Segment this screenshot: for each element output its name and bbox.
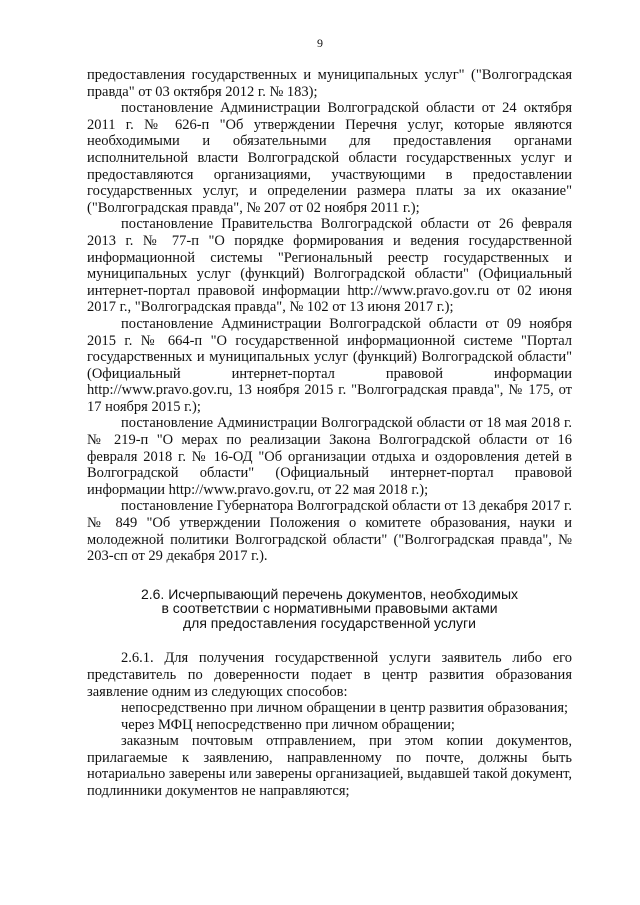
paragraph-resolution-664: постановление Администрации Волгоградской области от 09 ноября 2015 г. № 664-п "О государственной информационной системе "Портал государственных и муниципальных услуг (функций) Волгоградской области" (Официальный интернет-портал правовой информации http://www.pravo.gov.ru, 13 ноября 2015 г. "Волгоградская правда", № 175, от 17 ноября 2015 г.); xyxy=(87,315,572,415)
section-heading-line: 2.6. Исчерпывающий перечень документов, необходимых xyxy=(140,585,519,602)
section-heading-line: в соответствии с нормативными правовыми актами xyxy=(161,600,498,617)
section-heading-line: для предоставления государственной услуги xyxy=(183,614,476,631)
paragraph-resolution-77: постановление Правительства Волгоградской области от 26 февраля 2013 г. № 77-п "О порядке формирования и ведения государственной информационной системы "Региональный реестр государственных и муниципальных услуг (функций) Волгоградской области" (Официальный интернет-портал правовой информации http://www.pravo.gov.ru от 02 июня 2017 г., "Волгоградская правда", № 102 от 13 июня 2017 г.); xyxy=(87,216,572,316)
paragraph-resolution-849: постановление Губернатора Волгоградской области от 13 декабря 2017 г. № 849 "Об утверждении Положения о комитете образования, науки и молодежной политики Волгоградской области" ("Волгоградская правда", № 203-сп от 29 декабря 2017 г.). xyxy=(87,498,572,565)
paragraph-continued: предоставления государственных и муниципальных услуг" ("Волгоградская правда" от 03 октября 2012 г. № 183); xyxy=(87,67,572,100)
paragraph-resolution-626: постановление Администрации Волгоградской области от 24 октября 2011 г. № 626-п "Об утверждении Перечня услуг, которые являются необходимыми и обязательными для предоставления органами исполнительной власти Волгоградской области государственных услуг и предоставляются организациями, участвующими в предоставлении государственных услуг, и определении размера платы за их оказание" ("Волгоградская правда", № 207 от 02 ноября 2011 г.); xyxy=(87,100,572,216)
paragraph-resolution-219: постановление Администрации Волгоградской области от 18 мая 2018 г. № 219-п "О мерах по реализации Закона Волгоградской области от 16 февраля 2018 г. № 16-ОД "Об организации отдыха и оздоровления детей в Волгоградской области" (Официальный интернет-портал правовой информации http://www.pravo.gov.ru, от 22 мая 2018 г.); xyxy=(87,415,572,498)
section-heading xyxy=(87,587,572,631)
paragraph-method-mfc: через МФЦ непосредственно при личном обращении; xyxy=(121,716,455,733)
paragraph-method-mail: заказным почтовым отправлением, при этом копии документов, прилагаемые к заявлению, направленному по почте, должны быть нотариально заверены или заверены организацией, выдавшей такой документ, подлинники документов не направляются; xyxy=(87,733,572,800)
paragraph-method-in-person: непосредственно при личном обращении в центр развития образования; xyxy=(121,700,569,717)
paragraph-2-6-1: 2.6.1. Для получения государственной услуги заявитель либо его представитель по доверенности подает в центр развития образования заявление одним из следующих способов: xyxy=(87,650,572,700)
page-number: 9 xyxy=(317,36,323,50)
document-body xyxy=(87,67,572,800)
